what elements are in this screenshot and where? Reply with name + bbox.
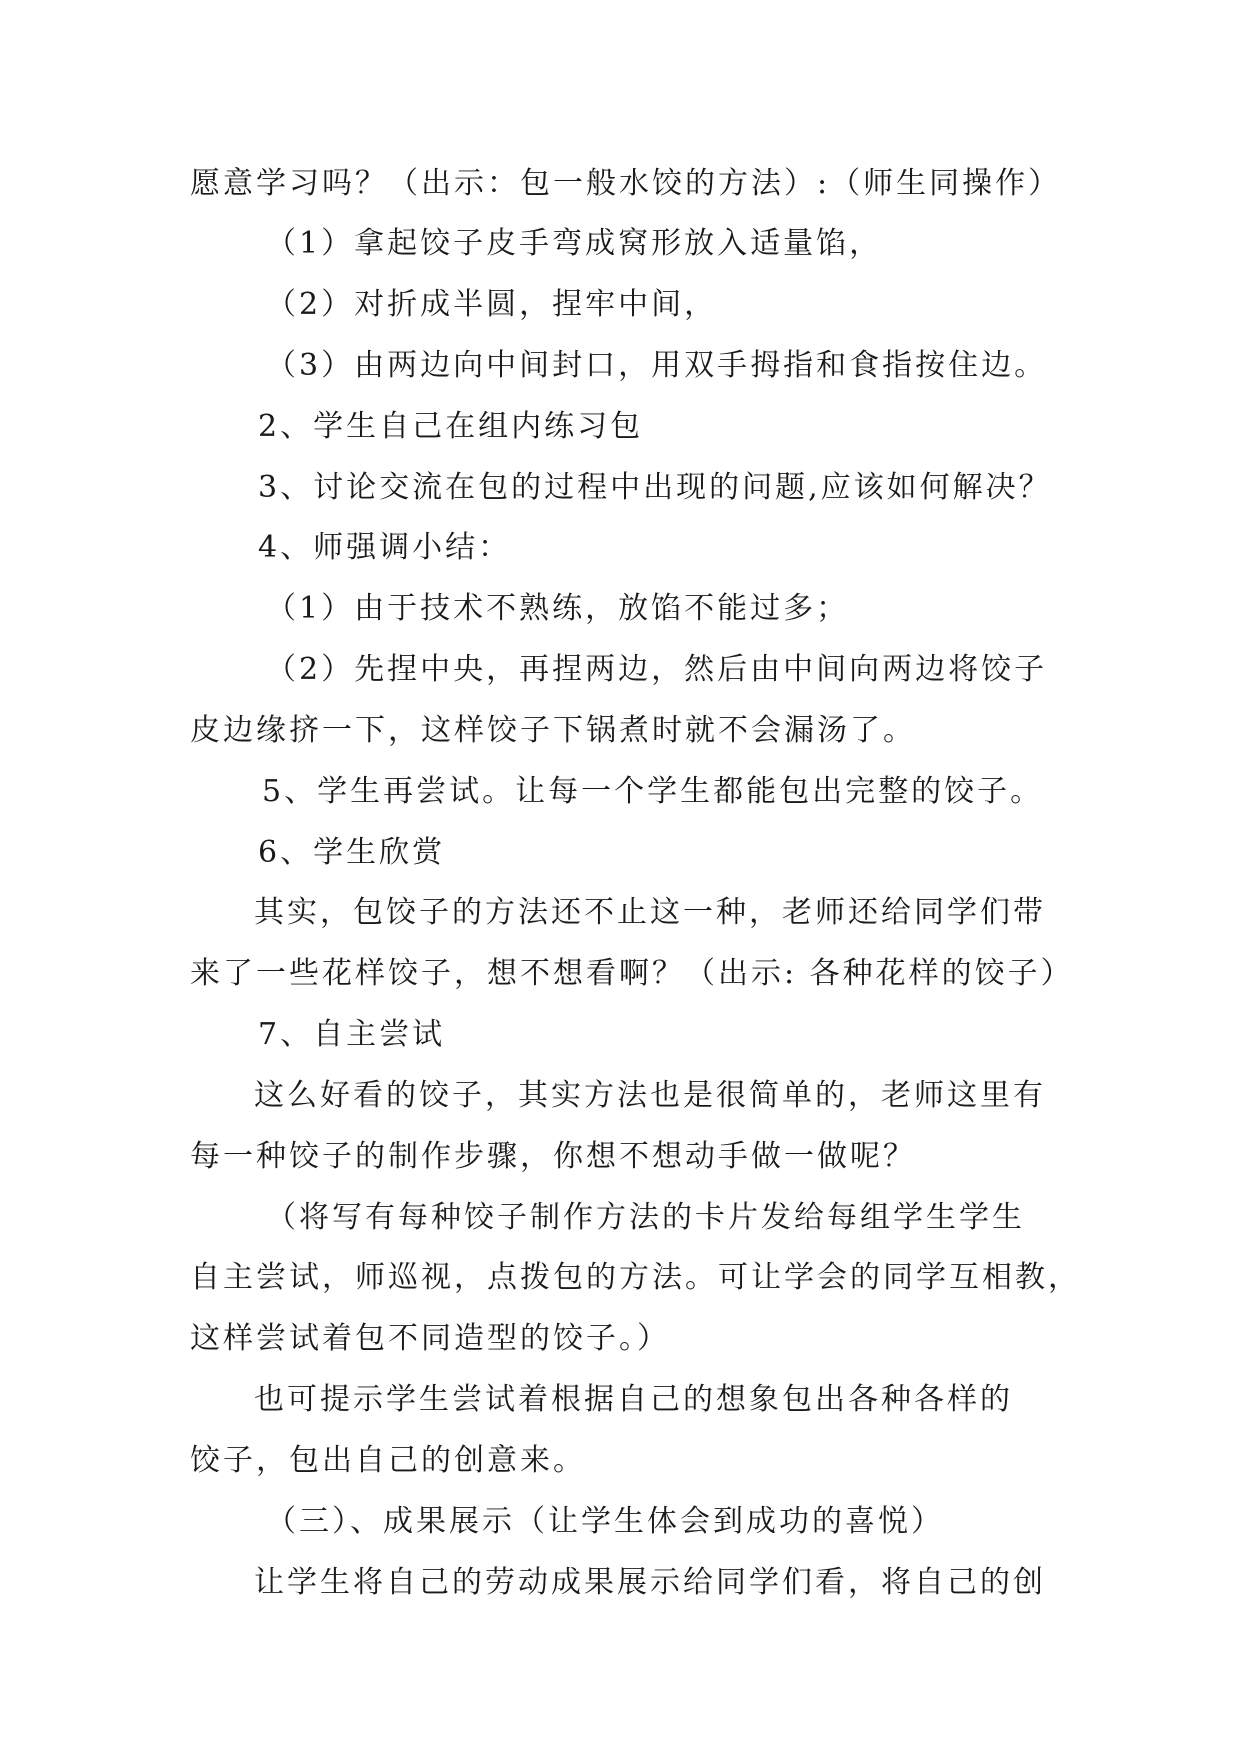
- text-line: （三）、成果展示（让学生体会到成功的喜悦）: [266, 1504, 944, 1539]
- text-line: 3、讨论交流在包的过程中出现的问题,应该如何解决？: [258, 470, 1052, 505]
- text-line: 5、学生再尝试。让每一个学生都能包出完整的饺子。: [262, 774, 1044, 809]
- text-line: 也可提示学生尝试着根据自己的想象包出各种各样的: [254, 1382, 1013, 1417]
- text-line: 2、学生自己在组内练习包: [258, 409, 644, 444]
- text-line: （1）由于技术不熟练，放馅不能过多；: [266, 591, 850, 626]
- text-line: 来了一些花样饺子，想不想看啊？（出示: 各种花样的饺子）: [190, 956, 1074, 991]
- text-line: （2）先捏中央，再捏两边，然后由中间向两边将饺子: [266, 652, 1048, 687]
- text-line: 这样尝试着包不同造型的饺子。）: [190, 1321, 670, 1356]
- text-line: （2）对折成半圆，捏牢中间，: [266, 287, 718, 322]
- text-line: 自主尝试，师巡视，点拨包的方法。可让学会的同学互相教，: [190, 1260, 1081, 1295]
- text-line: 7、自主尝试: [258, 1017, 446, 1052]
- text-line: 4、师强调小结：: [258, 530, 512, 565]
- text-line: 皮边缘挤一下，这样饺子下锅煮时就不会漏汤了。: [190, 713, 916, 748]
- text-line: 让学生将自己的劳动成果展示给同学们看，将自己的创: [254, 1565, 1046, 1600]
- text-line: 饺子，包出自己的创意来。: [190, 1443, 586, 1478]
- text-line: （3）由两边向中间封口，用双手拇指和食指按住边。: [266, 348, 1048, 383]
- text-line: 这么好看的饺子，其实方法也是很简单的，老师这里有: [254, 1078, 1046, 1113]
- text-line: 6、学生欣赏: [258, 835, 446, 870]
- text-line: 每一种饺子的制作步骤，你想不想动手做一做呢？: [190, 1139, 916, 1174]
- text-line: 其实，包饺子的方法还不止这一种，老师还给同学们带: [254, 895, 1046, 930]
- text-line: 愿意学习吗？（出示：包一般水饺的方法）:（师生同操作）: [190, 166, 1062, 201]
- text-line: （将写有每种饺子制作方法的卡片发给每组学生学生: [266, 1200, 1025, 1235]
- text-line: （1）拿起饺子皮手弯成窝形放入适量馅，: [266, 226, 883, 261]
